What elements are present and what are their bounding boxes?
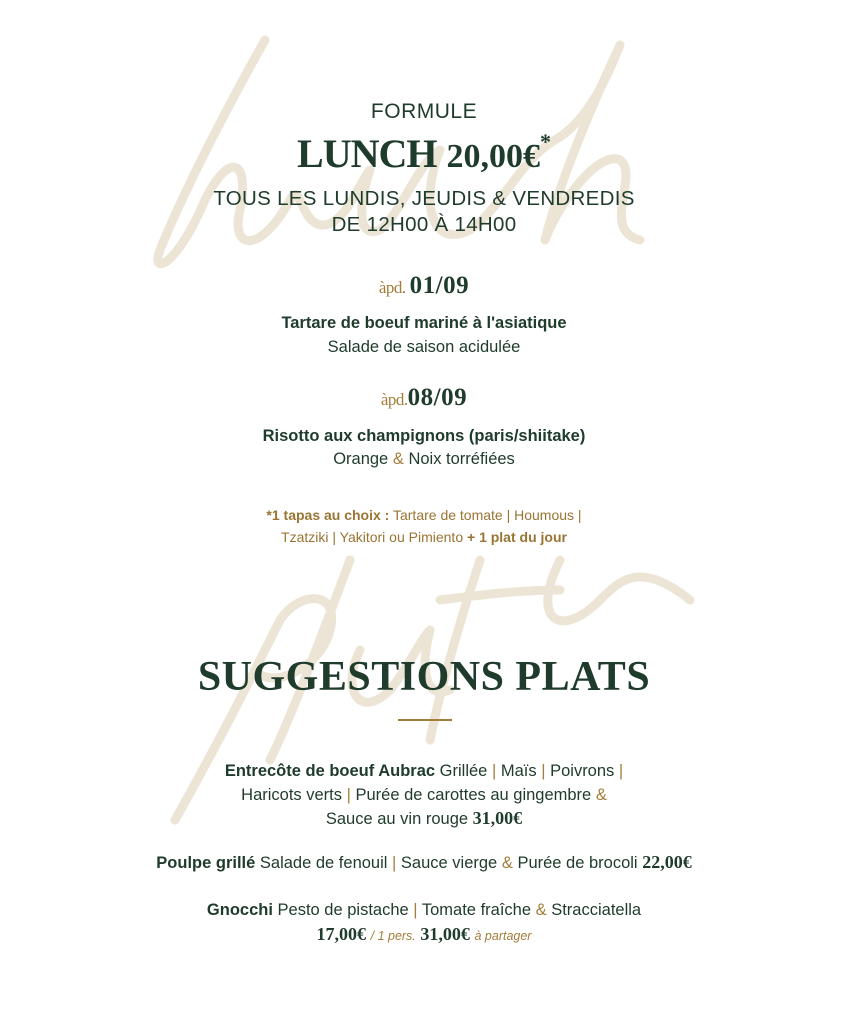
plat-price: 31,00€ — [420, 923, 470, 944]
tapas-lead: *1 tapas au choix : — [266, 507, 390, 523]
ampersand: & — [501, 854, 513, 872]
plat-part: Purée de carottes au gingembre — [355, 785, 592, 804]
plat-line — [0, 807, 848, 832]
ampersand: & — [595, 785, 607, 804]
separator: | — [618, 762, 624, 780]
separator: | — [346, 785, 351, 804]
plat-part: Poivrons — [550, 762, 615, 780]
plat-part: Salade de fenouil — [259, 854, 388, 872]
week-1-desc: Salade de saison acidulée — [327, 338, 521, 356]
formule-label: FORMULE — [370, 100, 478, 123]
plat-part: Haricots verts — [241, 785, 343, 804]
hours-line: DE 12H00 À 14H00 — [331, 213, 517, 236]
lunch-name: LUNCH — [297, 131, 437, 176]
week-2-dish: Risotto aux champignons (paris/shiitake) — [262, 427, 586, 445]
tapas-note — [0, 504, 848, 548]
separator: | — [413, 901, 418, 919]
separator: | — [541, 762, 546, 780]
week-date: 01/09 — [409, 272, 470, 299]
plat-part: Grillée — [439, 762, 488, 780]
lunch-asterisk: * — [539, 128, 551, 154]
tapas-options: Tartare de tomate | Houmous | — [392, 507, 582, 523]
separator: | — [392, 854, 397, 872]
week-2-desc — [0, 450, 848, 469]
desc-part: Noix torréfiées — [408, 450, 515, 468]
plat-price: 17,00€ — [316, 923, 367, 944]
plat-price: 22,00€ — [642, 852, 692, 872]
apd-prefix: àpd. — [380, 390, 408, 409]
plat-line — [0, 923, 848, 949]
plat-part: Maïs — [500, 762, 537, 780]
tapas-line-2 — [0, 526, 848, 548]
lunch-schedule — [0, 186, 848, 238]
week-2-date — [0, 384, 848, 412]
plat-name: Entrecôte de boeuf Aubrac — [224, 762, 436, 780]
plat-poulpe — [0, 851, 848, 876]
plat-part: Purée de brocoli — [517, 854, 638, 872]
plat-part: Sauce vierge — [400, 854, 498, 872]
separator: | — [491, 762, 497, 780]
price-note: / 1 pers. — [370, 928, 416, 943]
plat-price: 31,00€ — [472, 808, 523, 828]
plat-gnocchi — [0, 899, 848, 948]
week-date: 08/09 — [407, 384, 468, 411]
week-1-date — [0, 272, 848, 300]
week-1-dish: Tartare de boeuf mariné à l'asiatique — [281, 314, 567, 332]
title-divider — [398, 719, 452, 721]
plat-line — [0, 784, 848, 808]
ampersand: & — [535, 901, 547, 919]
plat-line — [0, 899, 848, 923]
tapas-options: Tzatziki | Yakitori ou Pimiento — [281, 529, 464, 545]
lunch-price: 20,00€ — [446, 138, 540, 175]
tapas-line-1 — [0, 504, 848, 526]
ampersand: & — [392, 450, 404, 468]
plat-name: Gnocchi — [206, 901, 273, 919]
plat-name: Poulpe grillé — [156, 854, 256, 872]
price-note: à partager — [474, 928, 532, 943]
lunch-title — [0, 130, 848, 177]
suggestions-title: SUGGESTIONS PLATS — [197, 654, 651, 700]
apd-prefix: àpd. — [378, 278, 406, 297]
days-line: TOUS LES LUNDIS, JEUDIS & VENDREDIS — [213, 187, 635, 210]
plat-part: Tomate fraîche — [421, 901, 532, 919]
tapas-plus-plat: + 1 plat du jour — [467, 529, 567, 545]
plat-entrecote — [0, 760, 848, 832]
plat-part: Sauce au vin rouge — [325, 810, 469, 828]
plat-line — [0, 760, 848, 784]
plat-part: Pesto de pistache — [277, 901, 409, 919]
plat-part: Stracciatella — [551, 901, 642, 919]
desc-part: Orange — [333, 450, 389, 468]
